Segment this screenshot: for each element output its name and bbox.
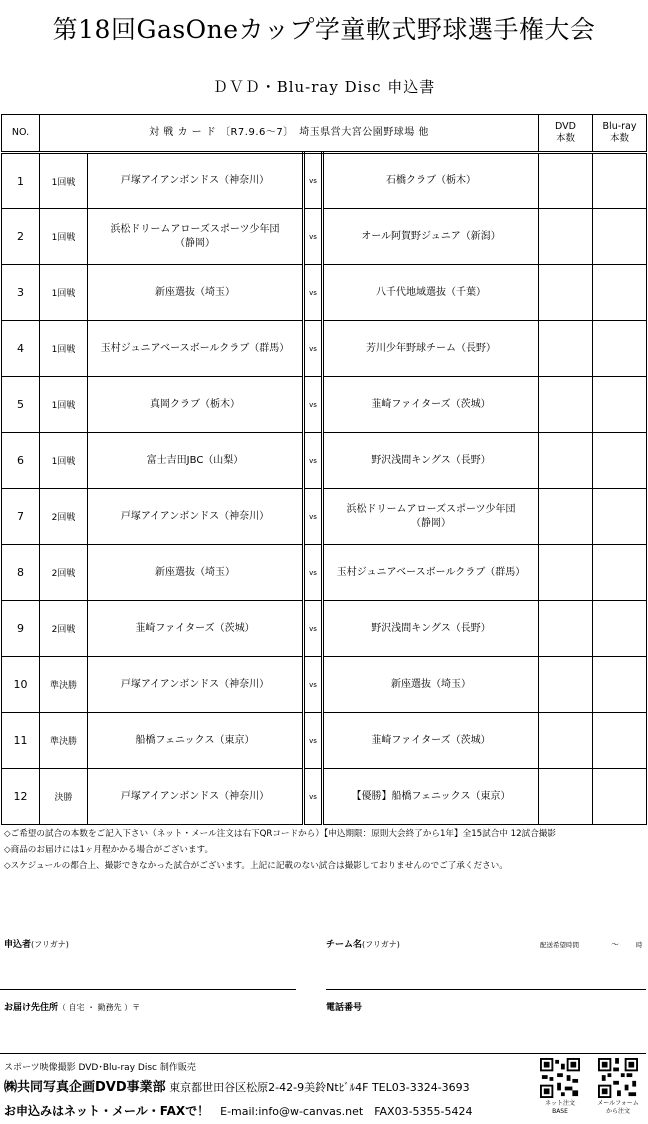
vs-label: vs (304, 713, 323, 769)
match-row (2, 321, 647, 377)
match-no: 3 (2, 265, 40, 321)
bluray-quantity-cell[interactable] (593, 769, 647, 825)
dvd-quantity-cell[interactable] (539, 265, 593, 321)
team-b-line: 韮崎ファイターズ（茨城） (371, 398, 491, 410)
delivery-time-tilde: ～ (611, 940, 619, 949)
notes (4, 826, 646, 874)
match-round: 1回戦 (40, 321, 88, 377)
applicant-label: 申込者(フリガナ) (4, 940, 69, 950)
team-a-line: 戸塚アイアンボンドス（神奈川） (120, 175, 270, 186)
bluray-quantity-cell[interactable] (593, 433, 647, 489)
page-title: 第18回GasOneカップ学童軟式野球選手権大会 (52, 15, 596, 44)
team-b-line: 韮崎ファイターズ（茨城） (371, 734, 491, 746)
bluray-quantity-cell[interactable] (593, 489, 647, 545)
team-a (88, 713, 304, 769)
bluray-quantity-cell[interactable] (593, 321, 647, 377)
dvd-quantity-cell[interactable] (539, 601, 593, 657)
match-round: 決勝 (40, 769, 88, 825)
team-a-line: 玉村ジュニアベースボールクラブ（群馬） (100, 342, 290, 354)
header-match: 対 戦 カ ー ド 〔R7.9.6～7〕 埼玉県営大宮公園野球場 他 (40, 115, 539, 153)
team-a-line: 浜松ドリームアローズスポーツ少年団 (110, 223, 280, 235)
match-no: 1 (2, 153, 40, 209)
bluray-quantity-cell[interactable] (593, 265, 647, 321)
vs-label: vs (304, 545, 323, 601)
team-b-line: （静岡） (411, 517, 451, 529)
team-b (323, 321, 539, 377)
vs-label: vs (304, 153, 323, 209)
note-line: ◇ご希望の試合の本数をご記入下さい（ネット・メール注文は右下QRコードから）【申込期限：原則大会終了から1年】全15試合中 12試合撮影 (4, 829, 556, 839)
match-row (2, 713, 647, 769)
match-round: 1回戦 (40, 209, 88, 265)
team-b (323, 713, 539, 769)
vs-label: vs (304, 433, 323, 489)
match-round: 準決勝 (40, 657, 88, 713)
team-a-line: 韮崎ファイターズ（茨城） (135, 622, 255, 634)
footer-tagline: スポーツ映像撮影 DVD･Blu-ray Disc 制作販売 (4, 1063, 196, 1073)
vs-label: vs (304, 265, 323, 321)
team-b (323, 489, 539, 545)
dvd-quantity-cell[interactable] (539, 377, 593, 433)
dvd-quantity-cell[interactable] (539, 769, 593, 825)
delivery-time-hour: 時 (636, 941, 643, 949)
team-a-line: 船橋フェニックス（東京） (135, 734, 255, 746)
match-row (2, 209, 647, 265)
footer-contact (4, 1102, 473, 1119)
company-address: 東京都世田谷区松原2-42-9美鈴Ntﾋﾞﾙ4F TEL03-3324-3693 (169, 1081, 470, 1094)
vs-label: vs (304, 769, 323, 825)
note-line: ◇商品のお届けには1ヶ月程かかる場合がございます。 (4, 845, 214, 855)
dvd-quantity-cell[interactable] (539, 209, 593, 265)
bluray-quantity-cell[interactable] (593, 153, 647, 209)
match-round: 1回戦 (40, 433, 88, 489)
match-no: 6 (2, 433, 40, 489)
team-label: チーム名(フリガナ) (326, 940, 400, 950)
header-bluray: Blu-ray 本数 (593, 115, 647, 153)
match-no: 4 (2, 321, 40, 377)
team-b (323, 265, 539, 321)
team-b-line: 【優勝】船橋フェニックス（東京） (351, 790, 511, 802)
qr-code-icon[interactable] (598, 1058, 638, 1098)
team-b (323, 209, 539, 265)
team-b (323, 433, 539, 489)
bluray-quantity-cell[interactable] (593, 545, 647, 601)
applicant-line (0, 989, 296, 990)
team-line (326, 989, 646, 990)
team-a (88, 153, 304, 209)
match-row (2, 265, 647, 321)
team-a-line: 戸塚アイアンボンドス（神奈川） (120, 510, 270, 522)
team-a (88, 657, 304, 713)
team-b-line: 石橋クラブ（栃木） (386, 175, 476, 186)
team-b-line: 野沢浅間キングス（長野） (371, 454, 491, 466)
dvd-quantity-cell[interactable] (539, 713, 593, 769)
match-no: 5 (2, 377, 40, 433)
qr-code-icon[interactable] (540, 1058, 580, 1098)
team-a (88, 209, 304, 265)
page-subtitle: ＤＶＤ・Blu-ray Disc 申込書 (212, 78, 436, 96)
team-b (323, 769, 539, 825)
team-b-line: 浜松ドリームアローズスポーツ少年団 (346, 503, 516, 515)
match-round: 2回戦 (40, 545, 88, 601)
delivery-time-label: 配送希望時間 (540, 941, 579, 949)
team-a (88, 377, 304, 433)
bluray-quantity-cell[interactable] (593, 601, 647, 657)
team-b-line: 八千代地域選抜（千葉） (376, 286, 486, 298)
match-round: 準決勝 (40, 713, 88, 769)
match-round: 2回戦 (40, 489, 88, 545)
match-no: 2 (2, 209, 40, 265)
dvd-quantity-cell[interactable] (539, 657, 593, 713)
vs-label: vs (304, 321, 323, 377)
team-a (88, 321, 304, 377)
header-no: NO. (2, 115, 40, 153)
match-row (2, 657, 647, 713)
team-b-line: オール阿賀野ジュニア（新潟） (361, 230, 501, 242)
team-a-line: （静岡） (175, 237, 215, 249)
match-row (2, 769, 647, 825)
header-dvd: DVD 本数 (539, 115, 593, 153)
match-no: 12 (2, 769, 40, 825)
team-a-line: 新座選抜（埼玉） (155, 286, 235, 298)
bluray-quantity-cell[interactable] (593, 209, 647, 265)
match-no: 9 (2, 601, 40, 657)
team-a-line: 戸塚アイアンボンドス（神奈川） (120, 790, 270, 802)
match-no: 10 (2, 657, 40, 713)
bluray-quantity-cell[interactable] (593, 657, 647, 713)
vs-label: vs (304, 209, 323, 265)
team-a-line: 新座選抜（埼玉） (155, 566, 235, 578)
dvd-quantity-cell[interactable] (539, 489, 593, 545)
vs-label: vs (304, 377, 323, 433)
match-round: 1回戦 (40, 153, 88, 209)
team-b (323, 153, 539, 209)
note-line: ◇スケジュールの都合上、撮影できなかった試合がございます。上記に記載のない試合は撮影しておりませんのでご了承ください。 (4, 861, 508, 871)
dvd-quantity-cell[interactable] (539, 153, 593, 209)
team-b (323, 657, 539, 713)
vs-label: vs (304, 657, 323, 713)
match-no: 7 (2, 489, 40, 545)
phone-label: 電話番号 (326, 1003, 363, 1013)
team-b-line: 野沢浅間キングス（長野） (371, 622, 491, 634)
bluray-quantity-cell[interactable] (593, 713, 647, 769)
footer-company (4, 1076, 470, 1095)
team-b-line: 新座選抜（埼玉） (391, 678, 471, 690)
bluray-quantity-cell[interactable] (593, 377, 647, 433)
match-row (2, 153, 647, 209)
team-a (88, 545, 304, 601)
team-b-line: 玉村ジュニアベースボールクラブ（群馬） (336, 566, 526, 578)
match-no: 11 (2, 713, 40, 769)
vs-label: vs (304, 601, 323, 657)
team-a (88, 601, 304, 657)
team-b-line: 芳川少年野球チーム（長野） (366, 342, 496, 354)
contact-info: E-mail:info@w-canvas.net FAX03-5355-5424 (220, 1105, 473, 1118)
footer-divider (0, 1053, 646, 1054)
dvd-quantity-cell[interactable] (539, 433, 593, 489)
dvd-quantity-cell[interactable] (539, 321, 593, 377)
team-b (323, 377, 539, 433)
qr-caption-base: ネット注文 BASE (544, 1100, 575, 1115)
qr-caption-mailform: メールフォーム から注文 (597, 1100, 639, 1115)
team-a-line: 戸塚アイアンボンドス（神奈川） (120, 678, 270, 690)
order-cta: お申込みはネット・メール・FAXで！ (4, 1104, 210, 1118)
match-no: 8 (2, 545, 40, 601)
match-row (2, 489, 647, 545)
team-a (88, 433, 304, 489)
order-table (1, 114, 647, 825)
team-a (88, 489, 304, 545)
match-row (2, 433, 647, 489)
match-round: 1回戦 (40, 377, 88, 433)
team-a-line: 富士吉田JBC（山梨） (146, 454, 244, 466)
team-a (88, 265, 304, 321)
vs-label: vs (304, 489, 323, 545)
team-b (323, 545, 539, 601)
team-a (88, 769, 304, 825)
match-row (2, 545, 647, 601)
match-round: 2回戦 (40, 601, 88, 657)
team-a-line: 真岡クラブ（栃木） (150, 398, 240, 410)
match-row (2, 601, 647, 657)
match-row (2, 377, 647, 433)
dvd-quantity-cell[interactable] (539, 545, 593, 601)
match-round: 1回戦 (40, 265, 88, 321)
team-b (323, 601, 539, 657)
company-name: ㈱共同写真企画DVD事業部 (4, 1080, 166, 1095)
address-label: お届け先住所（ 自宅 ・ 勤務先 ）〒 (4, 1003, 141, 1013)
